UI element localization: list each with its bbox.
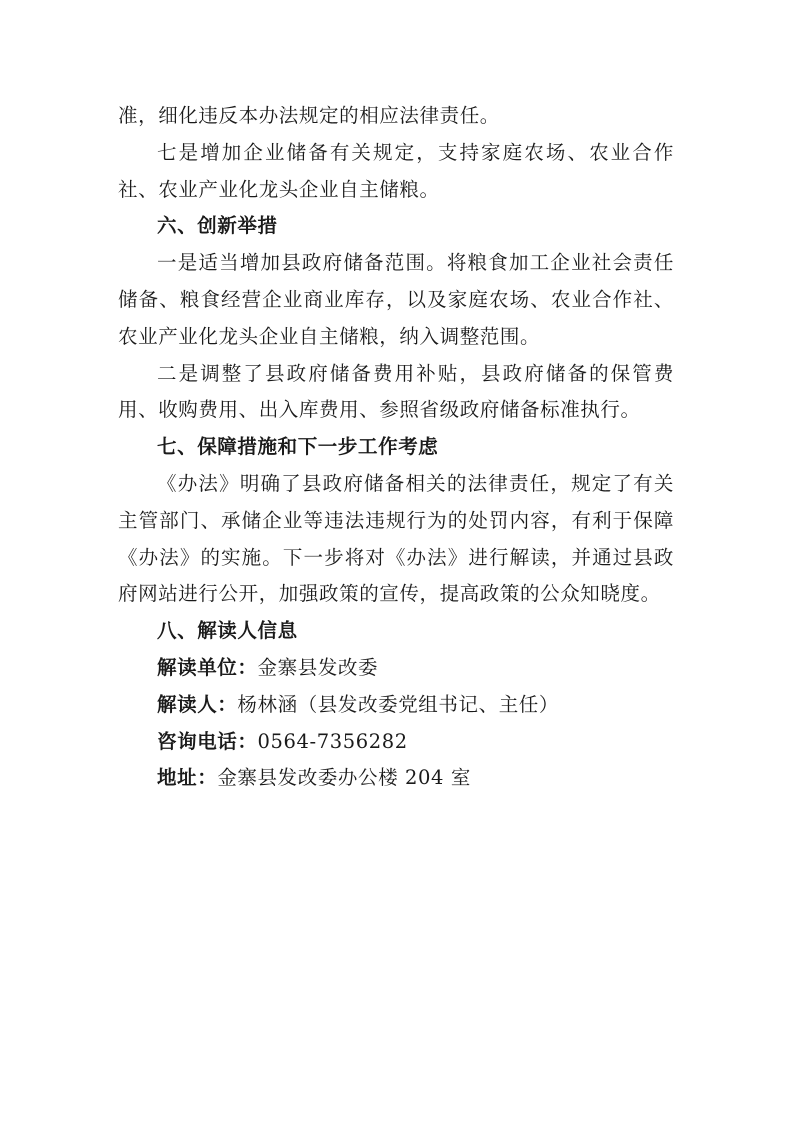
interpreter-address [118, 760, 674, 797]
interpreter-person-value: 杨林涵（县发改委党组书记、主任） [237, 692, 560, 716]
interpreter-unit-value: 金寨县发改委 [257, 655, 379, 679]
paragraph-reserve-subsidy: 二是调整了县政府储备费用补贴，县政府储备的保管费用、收购费用、出入库费用、参照省级政府储备标准执行。 [118, 361, 674, 422]
paragraph-reserve-scope: 一是适当增加县政府储备范围。将粮食加工企业社会责任储备、粮食经营企业商业库存，以及家庭农场、农业合作社、农业产业化龙头企业自主储粮，纳入调整范围。 [118, 251, 674, 348]
interpreter-address-label: 地址： [157, 766, 218, 790]
interpreter-person-label: 解读人： [157, 692, 238, 716]
paragraph-safeguards: 《办法》明确了县政府储备相关的法律责任，规定了有关主管部门、承储企业等违法违规行为的处罚内容，有利于保障《办法》的实施。下一步将对《办法》进行解读，并通过县政府网站进行公开，加强政策的宣传，提高政策的公众知晓度。 [118, 471, 674, 606]
interpreter-unit-label: 解读单位： [157, 655, 258, 679]
interpreter-phone-label: 咨询电话： [157, 729, 258, 753]
interpreter-phone-value: 0564-7356282 [257, 729, 408, 753]
paragraph-responsibility: 准，细化违反本办法规定的相应法律责任。 [118, 104, 500, 127]
interpreter-phone [118, 724, 674, 761]
section-heading-innovation: 六、创新举措 [157, 214, 278, 238]
interpreter-person [118, 687, 674, 724]
document-page [118, 98, 674, 797]
interpreter-address-value: 金寨县发改委办公楼 204 室 [217, 766, 471, 790]
section-heading-interpreter: 八、解读人信息 [157, 619, 298, 643]
paragraph-enterprise-reserve: 七是增加企业储备有关规定，支持家庭农场、农业合作社、农业产业化龙头企业自主储粮。 [118, 140, 674, 201]
interpreter-unit [118, 650, 674, 687]
section-heading-safeguards: 七、保障措施和下一步工作考虑 [157, 435, 439, 459]
